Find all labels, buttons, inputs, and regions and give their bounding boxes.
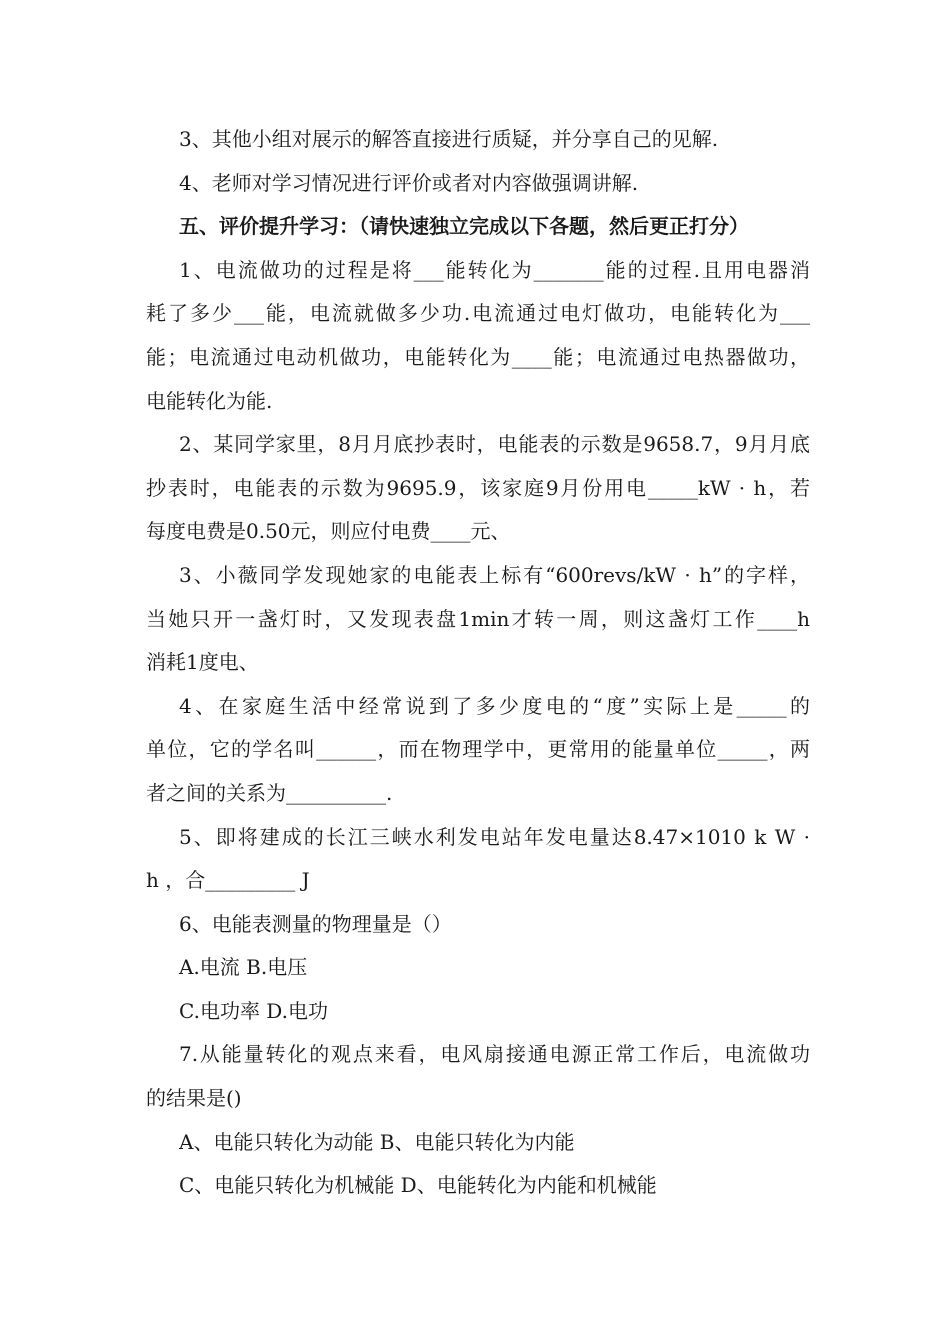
question-1-line-3: 能；电流通过电动机做功，电能转化为____能；电流通过电热器做功， xyxy=(146,344,810,369)
question-3-line-3: 消耗1度电、 xyxy=(146,650,259,675)
step-4-line: 4、老师对学习情况进行评价或者对内容做强调讲解. xyxy=(179,170,639,195)
question-2-line-2: 抄表时，电能表的示数为9695.9，该家庭9月份用电_____kW · h，若 xyxy=(146,475,810,500)
question-3-line-2: 当她只开一盏灯时，又发现表盘1min才转一周，则这盏灯工作____h xyxy=(146,606,810,631)
question-5-line-2: h ，合_________ J xyxy=(146,868,310,893)
section-heading: 五、评价提升学习：（请快速独立完成以下各题，然后更正打分） xyxy=(179,214,749,239)
question-5-line-1: 5、即将建成的长江三峡水利发电站年发电量达8.47×1010 k W · xyxy=(179,824,810,849)
question-2-line-1: 2、某同学家里，8月月底抄表时，电能表的示数是9658.7，9月月底 xyxy=(179,432,810,457)
question-2-line-3: 每度电费是0.50元，则应付电费____元、 xyxy=(146,519,511,544)
question-7-options-ab: A、电能只转化为动能 B、电能只转化为内能 xyxy=(179,1129,575,1154)
document-page xyxy=(146,118,810,1208)
question-4-line-3: 者之间的关系为__________. xyxy=(146,780,393,805)
question-1-line-1: 1、电流做功的过程是将___能转化为_______能的过程.且用电器消 xyxy=(179,257,810,282)
question-7-line-1: 7.从能量转化的观点来看，电风扇接通电源正常工作后，电流做功 xyxy=(179,1042,810,1067)
question-6-options-ab: A.电流 B.电压 xyxy=(179,955,308,980)
question-4-line-1: 4、在家庭生活中经常说到了多少度电的“度”实际上是_____的 xyxy=(179,693,810,718)
question-1-line-4: 电能转化为能. xyxy=(146,388,273,413)
question-4-line-2: 单位，它的学名叫______，而在物理学中，更常用的能量单位_____，两 xyxy=(146,737,810,762)
question-7-options-cd: C、电能只转化为机械能 D、电能转化为内能和机械能 xyxy=(179,1173,657,1198)
question-6-line: 6、电能表测量的物理量是（） xyxy=(179,911,452,936)
question-1-line-2: 耗了多少___能，电流就做多少功.电流通过电灯做功，电能转化为___ xyxy=(146,301,810,326)
step-3-line: 3、其他小组对展示的解答直接进行质疑，并分享自己的见解. xyxy=(179,127,719,151)
question-3-line-1: 3、小薇同学发现她家的电能表上标有“600revs/kW · h”的字样， xyxy=(179,562,810,587)
question-7-line-2: 的结果是() xyxy=(146,1086,242,1111)
question-6-options-cd: C.电功率 D.电功 xyxy=(179,998,328,1023)
